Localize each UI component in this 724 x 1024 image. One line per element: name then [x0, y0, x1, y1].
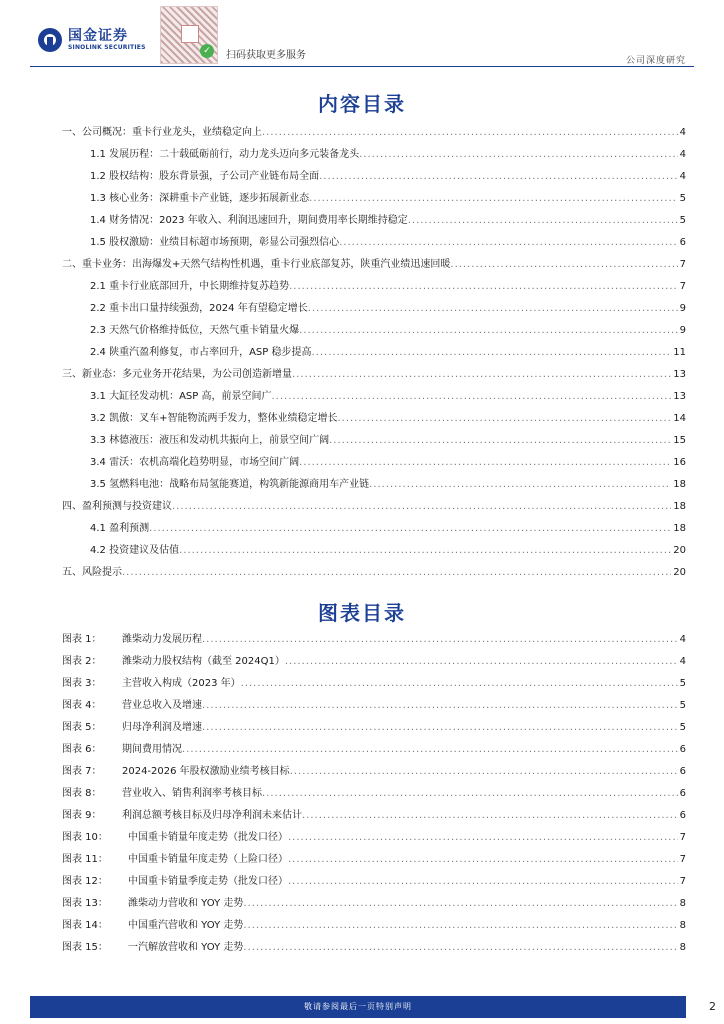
- figure-leader-dots: [285, 651, 678, 673]
- toc-leader-dots: [262, 122, 678, 144]
- toc-entry[interactable]: [62, 562, 686, 584]
- figure-leader-dots: [243, 893, 677, 915]
- toc-entry-page: 7: [679, 259, 686, 270]
- figure-title: 中国重卡销量年度走势（上险口径）: [128, 854, 288, 865]
- figure-page: 7: [679, 876, 686, 887]
- figure-title: 营业总收入及增速: [122, 700, 202, 711]
- toc-entry-title: 1.5 股权激励：业绩目标超市场预期，彰显公司强烈信心: [90, 237, 340, 248]
- figure-number: 图表 7：: [62, 766, 102, 777]
- toc-entry-title: 五、风险提示: [62, 567, 122, 578]
- toc-entry-page: 9: [679, 303, 686, 314]
- toc-entry-page: 6: [679, 237, 686, 248]
- toc-entry-page: 13: [673, 391, 686, 402]
- figure-entry[interactable]: [62, 783, 686, 805]
- toc-entry[interactable]: [62, 342, 686, 364]
- toc-leader-dots: [359, 144, 678, 166]
- toc-entry-title: 3.2 凯傲：叉车+智能物流两手发力，整体业绩稳定增长: [90, 413, 338, 424]
- toc-leader-dots: [149, 518, 671, 540]
- figure-page: 8: [679, 920, 686, 931]
- figure-number: 图表 2：: [62, 656, 102, 667]
- figure-page: 8: [679, 942, 686, 953]
- footer-disclaimer: 敬请参阅最后一页特别声明: [30, 996, 686, 1018]
- toc-entry[interactable]: [62, 320, 686, 342]
- figure-title: 潍柴动力营收和 YOY 走势: [128, 898, 244, 909]
- contents-title: 内容目录: [318, 92, 406, 116]
- toc-leader-dots: [339, 232, 678, 254]
- figure-entry[interactable]: [62, 827, 686, 849]
- toc-leader-dots: [299, 320, 678, 342]
- toc-leader-dots: [299, 452, 671, 474]
- figure-entry[interactable]: [62, 651, 686, 673]
- toc-entry-page: 5: [679, 215, 686, 226]
- toc-leader-dots: [337, 408, 671, 430]
- logo-icon: [38, 28, 62, 52]
- toc-entry-page: 4: [679, 127, 686, 138]
- figure-entry[interactable]: [62, 673, 686, 695]
- toc-entry-title: 2.1 重卡行业底部回升，中长期维持复苏趋势: [90, 281, 290, 292]
- figure-entry[interactable]: [62, 893, 686, 915]
- figure-title: 中国重卡销量年度走势（批发口径）: [128, 832, 288, 843]
- figure-number: 图表 3：: [62, 678, 102, 689]
- toc-leader-dots: [329, 430, 671, 452]
- toc-entry[interactable]: [62, 210, 686, 232]
- figure-title: 主营收入构成（2023 年）: [122, 678, 241, 689]
- toc-leader-dots: [179, 540, 671, 562]
- figure-page: 7: [679, 832, 686, 843]
- toc-entry[interactable]: [62, 540, 686, 562]
- figure-entry[interactable]: [62, 629, 686, 651]
- toc-entry-title: 1.4 财务情况：2023 年收入、利润迅速回升，期间费用率长期维持稳定: [90, 215, 408, 226]
- toc-entry-page: 11: [673, 347, 686, 358]
- figure-number: 图表 14：: [62, 920, 108, 931]
- toc-entry-page: 16: [673, 457, 686, 468]
- figure-leader-dots: [288, 871, 678, 893]
- scan-prompt: 扫码获取更多服务: [226, 50, 306, 61]
- figure-number: 图表 11：: [62, 854, 108, 865]
- figure-entry[interactable]: [62, 915, 686, 937]
- figure-number: 图表 1：: [62, 634, 102, 645]
- toc-entry-title: 3.3 林德液压：液压和发动机共振向上，前景空间广阔: [90, 435, 330, 446]
- header-divider: [30, 66, 694, 67]
- figure-page: 4: [679, 634, 686, 645]
- list-of-figures: [62, 629, 686, 959]
- figure-title: 潍柴动力发展历程: [122, 634, 202, 645]
- figure-leader-dots: [202, 629, 678, 651]
- toc-entry[interactable]: [62, 386, 686, 408]
- figure-leader-dots: [243, 915, 677, 937]
- toc-entry-title: 一、公司概况：重卡行业龙头，业绩稳定向上: [62, 127, 262, 138]
- figure-leader-dots: [241, 673, 678, 695]
- figure-page: 5: [679, 722, 686, 733]
- figure-number: 图表 6：: [62, 744, 102, 755]
- toc-entry-title: 3.4 雷沃：农机高端化趋势明显，市场空间广阔: [90, 457, 300, 468]
- toc-entry[interactable]: [62, 518, 686, 540]
- toc-entry-title: 二、重卡业务：出海爆发+天然气结构性机遇，重卡行业底部复苏，陕重汽业绩迅速回暖: [62, 259, 451, 270]
- toc-entry[interactable]: [62, 122, 686, 144]
- toc-entry-page: 5: [679, 193, 686, 204]
- page-header: [0, 0, 724, 68]
- toc-leader-dots: [122, 562, 671, 584]
- figure-number: 图表 12：: [62, 876, 108, 887]
- toc-leader-dots: [308, 298, 678, 320]
- figure-page: 6: [679, 744, 686, 755]
- figures-title: 图表目录: [318, 601, 406, 625]
- toc-entry[interactable]: [62, 276, 686, 298]
- toc-leader-dots: [172, 496, 671, 518]
- figure-title: 一汽解放营收和 YOY 走势: [128, 942, 244, 953]
- toc-entry-title: 2.3 天然气价格维持低位，天然气重卡销量火爆: [90, 325, 300, 336]
- toc-entry-page: 18: [673, 501, 686, 512]
- figure-entry[interactable]: [62, 761, 686, 783]
- toc-entry-title: 1.1 发展历程：二十载砥砺前行，动力龙头迈向多元装备龙头: [90, 149, 360, 160]
- figure-page: 5: [679, 678, 686, 689]
- toc-entry-title: 3.5 氢燃料电池：战略布局氢能赛道，构筑新能源商用车产业链: [90, 479, 370, 490]
- figure-number: 图表 13：: [62, 898, 108, 909]
- toc-entry-page: 9: [679, 325, 686, 336]
- figure-title: 营业收入、销售利润率考核目标: [122, 788, 262, 799]
- figure-entry[interactable]: [62, 695, 686, 717]
- figure-title: 2024-2026 年股权激励业绩考核目标: [122, 766, 290, 777]
- figure-entry[interactable]: [62, 849, 686, 871]
- figure-entry[interactable]: [62, 717, 686, 739]
- figure-page: 8: [679, 898, 686, 909]
- figure-title: 潍柴动力股权结构（截至 2024Q1）: [122, 656, 285, 667]
- toc-entry-title: 1.3 核心业务：深耕重卡产业链，逐步拓展新业态: [90, 193, 310, 204]
- page-number: 2: [709, 1000, 716, 1013]
- document-type: 公司深度研究: [625, 56, 686, 66]
- figure-page: 7: [679, 854, 686, 865]
- toc-entry-page: 20: [673, 545, 686, 556]
- figure-number: 图表 10：: [62, 832, 108, 843]
- figure-title: 利润总额考核目标及归母净利润未来估计: [122, 810, 302, 821]
- toc-entry[interactable]: [62, 496, 686, 518]
- figure-entry[interactable]: [62, 937, 686, 959]
- figure-leader-dots: [182, 739, 678, 761]
- table-of-contents: [62, 122, 686, 584]
- figure-number: 图表 9：: [62, 810, 102, 821]
- figure-leader-dots: [202, 717, 678, 739]
- toc-leader-dots: [292, 364, 671, 386]
- toc-entry-title: 2.2 重卡出口量持续强劲，2024 年有望稳定增长: [90, 303, 308, 314]
- figure-page: 5: [679, 700, 686, 711]
- figure-leader-dots: [288, 827, 678, 849]
- figure-entry[interactable]: [62, 871, 686, 893]
- figure-leader-dots: [290, 761, 678, 783]
- figure-page: 6: [679, 766, 686, 777]
- company-logo: [38, 28, 146, 52]
- figure-leader-dots: [262, 783, 678, 805]
- toc-entry-title: 三、新业态：多元业务开花结果，为公司创造新增量: [62, 369, 292, 380]
- toc-leader-dots: [450, 254, 677, 276]
- toc-entry-page: 4: [679, 171, 686, 182]
- toc-entry[interactable]: [62, 166, 686, 188]
- toc-entry-page: 18: [673, 523, 686, 534]
- figure-leader-dots: [288, 849, 678, 871]
- toc-entry-title: 4.2 投资建议及估值: [90, 545, 180, 556]
- toc-leader-dots: [408, 210, 678, 232]
- toc-entry-page: 13: [673, 369, 686, 380]
- toc-entry-page: 14: [673, 413, 686, 424]
- figure-title: 中国重汽营收和 YOY 走势: [128, 920, 244, 931]
- toc-entry-page: 18: [673, 479, 686, 490]
- toc-entry[interactable]: [62, 474, 686, 496]
- figure-number: 图表 8：: [62, 788, 102, 799]
- toc-leader-dots: [289, 276, 678, 298]
- toc-entry[interactable]: [62, 188, 686, 210]
- toc-entry[interactable]: [62, 144, 686, 166]
- figure-leader-dots: [302, 805, 678, 827]
- figure-title: 中国重卡销量季度走势（批发口径）: [128, 876, 288, 887]
- figure-number: 图表 4：: [62, 700, 102, 711]
- figure-title: 归母净利润及增速: [122, 722, 202, 733]
- toc-entry[interactable]: [62, 408, 686, 430]
- toc-entry-title: 2.4 陕重汽盈利修复，市占率回升，ASP 稳步提高: [90, 347, 312, 358]
- toc-leader-dots: [311, 342, 671, 364]
- toc-leader-dots: [309, 188, 678, 210]
- toc-entry[interactable]: [62, 254, 686, 276]
- toc-leader-dots: [369, 474, 671, 496]
- wechat-icon: ✓: [200, 44, 214, 58]
- toc-entry-page: 7: [679, 281, 686, 292]
- figure-page: 6: [679, 810, 686, 821]
- figure-number: 图表 15：: [62, 942, 108, 953]
- logo-english-name: SINOLINK SECURITIES: [68, 44, 146, 51]
- figure-number: 图表 5：: [62, 722, 102, 733]
- figure-entry[interactable]: [62, 739, 686, 761]
- figure-page: 4: [679, 656, 686, 667]
- toc-entry-title: 4.1 盈利预测: [90, 523, 150, 534]
- toc-entry-title: 四、盈利预测与投资建议: [62, 501, 172, 512]
- toc-leader-dots: [271, 386, 671, 408]
- figure-page: 6: [679, 788, 686, 799]
- toc-leader-dots: [319, 166, 678, 188]
- toc-entry-page: 20: [673, 567, 686, 578]
- toc-entry-title: 3.1 大缸径发动机：ASP 高，前景空间广: [90, 391, 272, 402]
- figure-leader-dots: [202, 695, 678, 717]
- toc-entry[interactable]: [62, 298, 686, 320]
- figure-leader-dots: [243, 937, 677, 959]
- toc-entry-title: 1.2 股权结构：股东背景强，子公司产业链布局全面: [90, 171, 320, 182]
- logo-chinese-name: 国金证券: [68, 28, 128, 44]
- toc-entry[interactable]: [62, 452, 686, 474]
- toc-entry-page: 4: [679, 149, 686, 160]
- toc-entry-page: 15: [673, 435, 686, 446]
- toc-entry[interactable]: [62, 430, 686, 452]
- toc-entry[interactable]: [62, 364, 686, 386]
- figure-title: 期间费用情况: [122, 744, 182, 755]
- toc-entry[interactable]: [62, 232, 686, 254]
- figure-entry[interactable]: [62, 805, 686, 827]
